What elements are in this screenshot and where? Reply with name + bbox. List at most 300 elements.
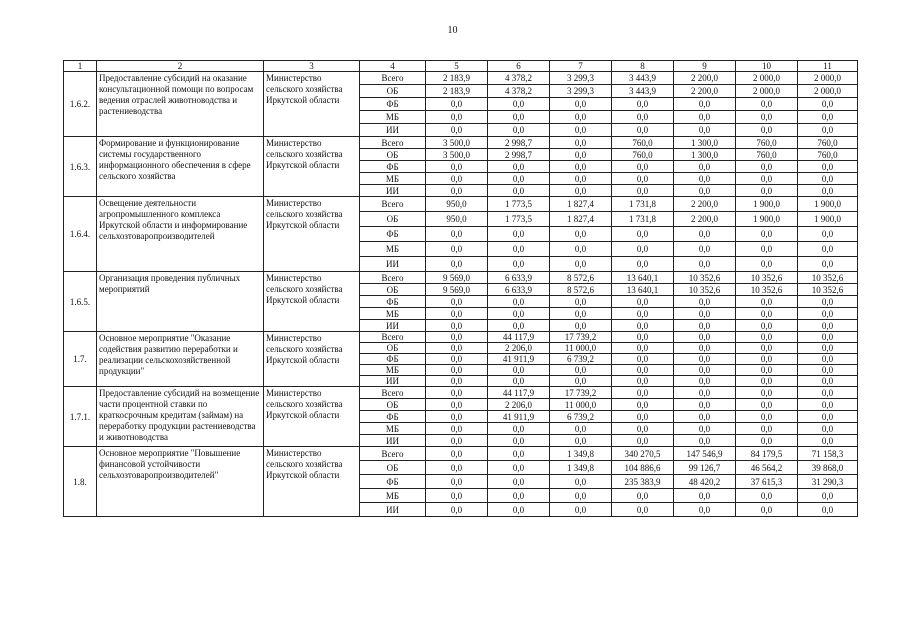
header-cell: 9 <box>674 61 736 72</box>
amount-cell: 760,0 <box>612 149 674 161</box>
amount-cell: 147 546,9 <box>674 447 736 461</box>
amount-cell: 2 183,9 <box>426 85 488 98</box>
amount-cell: 0,0 <box>736 423 798 435</box>
amount-cell: 41 911,9 <box>488 411 550 423</box>
amount-cell: 0,0 <box>612 227 674 242</box>
amount-cell: 84 179,5 <box>736 447 798 461</box>
amount-cell: 1 773,5 <box>488 197 550 212</box>
amount-cell: 0,0 <box>798 489 858 503</box>
amount-cell: 0,0 <box>674 227 736 242</box>
amount-cell: 0,0 <box>550 376 612 387</box>
measure-number: 1.7.1. <box>64 387 97 447</box>
amount-cell: 0,0 <box>612 387 674 399</box>
amount-cell: 0,0 <box>736 227 798 242</box>
amount-cell: 0,0 <box>736 503 798 517</box>
funding-source: ОБ <box>360 461 426 475</box>
amount-cell: 0,0 <box>612 257 674 272</box>
amount-cell: 4 378,2 <box>488 72 550 85</box>
funding-source: Всего <box>360 387 426 399</box>
amount-cell: 0,0 <box>736 343 798 354</box>
amount-cell: 760,0 <box>798 149 858 161</box>
amount-cell: 0,0 <box>612 161 674 173</box>
funding-source: ИИ <box>360 376 426 387</box>
amount-cell: 0,0 <box>798 296 858 308</box>
executor: Министерство сельского хозяйства Иркутской области <box>264 272 360 332</box>
amount-cell: 1 827,4 <box>550 212 612 227</box>
amount-cell: 1 349,8 <box>550 447 612 461</box>
executor: Министерство сельского хозяйства Иркутской области <box>264 72 360 137</box>
amount-cell: 0,0 <box>488 257 550 272</box>
amount-cell: 0,0 <box>612 320 674 332</box>
funding-source: ОБ <box>360 284 426 296</box>
amount-cell: 0,0 <box>426 320 488 332</box>
amount-cell: 1 900,0 <box>736 212 798 227</box>
amount-cell: 0,0 <box>612 98 674 111</box>
amount-cell: 0,0 <box>674 161 736 173</box>
amount-cell: 0,0 <box>550 475 612 489</box>
amount-cell: 950,0 <box>426 212 488 227</box>
amount-cell: 2 183,9 <box>426 72 488 85</box>
amount-cell: 0,0 <box>798 376 858 387</box>
header-cell: 1 <box>64 61 97 72</box>
funding-source: ОБ <box>360 149 426 161</box>
amount-cell: 0,0 <box>426 503 488 517</box>
funding-source: ФБ <box>360 98 426 111</box>
amount-cell: 0,0 <box>674 296 736 308</box>
amount-cell: 0,0 <box>798 161 858 173</box>
measure-name: Освещение деятельности агропромышленного комплекса Иркутской области и информирование сельхозтоваропроизводителей <box>97 197 264 272</box>
funding-source: ФБ <box>360 296 426 308</box>
amount-cell: 1 731,8 <box>612 212 674 227</box>
amount-cell: 0,0 <box>736 435 798 447</box>
amount-cell: 0,0 <box>736 320 798 332</box>
amount-cell: 44 117,9 <box>488 332 550 343</box>
amount-cell: 3 299,3 <box>550 72 612 85</box>
amount-cell: 2 206,0 <box>488 343 550 354</box>
funding-source: МБ <box>360 423 426 435</box>
table-row <box>64 137 858 149</box>
amount-cell: 0,0 <box>612 365 674 376</box>
amount-cell: 3 500,0 <box>426 137 488 149</box>
amount-cell: 0,0 <box>674 111 736 124</box>
amount-cell: 0,0 <box>612 111 674 124</box>
header-cell: 2 <box>97 61 264 72</box>
amount-cell: 0,0 <box>426 242 488 257</box>
amount-cell: 0,0 <box>488 111 550 124</box>
amount-cell: 2 200,0 <box>674 197 736 212</box>
table-row <box>64 272 858 284</box>
table-row <box>64 447 858 461</box>
amount-cell: 0,0 <box>426 308 488 320</box>
amount-cell: 0,0 <box>612 435 674 447</box>
amount-cell: 0,0 <box>550 365 612 376</box>
amount-cell: 0,0 <box>550 98 612 111</box>
amount-cell: 0,0 <box>798 411 858 423</box>
amount-cell: 0,0 <box>674 376 736 387</box>
amount-cell: 2 206,0 <box>488 399 550 411</box>
amount-cell: 0,0 <box>488 296 550 308</box>
header-cell: 5 <box>426 61 488 72</box>
amount-cell: 37 615,3 <box>736 475 798 489</box>
amount-cell: 0,0 <box>736 242 798 257</box>
funding-source: ИИ <box>360 503 426 517</box>
amount-cell: 0,0 <box>736 489 798 503</box>
funding-source: ОБ <box>360 399 426 411</box>
amount-cell: 0,0 <box>612 376 674 387</box>
header-cell: 6 <box>488 61 550 72</box>
amount-cell: 0,0 <box>550 435 612 447</box>
amount-cell: 39 868,0 <box>798 461 858 475</box>
amount-cell: 0,0 <box>736 376 798 387</box>
amount-cell: 3 299,3 <box>550 85 612 98</box>
funding-source: Всего <box>360 137 426 149</box>
amount-cell: 0,0 <box>798 387 858 399</box>
amount-cell: 0,0 <box>488 475 550 489</box>
amount-cell: 0,0 <box>674 242 736 257</box>
amount-cell: 0,0 <box>798 399 858 411</box>
amount-cell: 9 569,0 <box>426 284 488 296</box>
amount-cell: 760,0 <box>798 137 858 149</box>
amount-cell: 0,0 <box>798 320 858 332</box>
amount-cell: 0,0 <box>736 257 798 272</box>
amount-cell: 0,0 <box>488 503 550 517</box>
amount-cell: 10 352,6 <box>674 272 736 284</box>
funding-source: Всего <box>360 72 426 85</box>
amount-cell: 0,0 <box>488 423 550 435</box>
executor: Министерство сельского хозяйства Иркутской области <box>264 197 360 272</box>
amount-cell: 17 739,2 <box>550 332 612 343</box>
amount-cell: 0,0 <box>736 387 798 399</box>
amount-cell: 760,0 <box>736 137 798 149</box>
amount-cell: 1 900,0 <box>798 212 858 227</box>
amount-cell: 1 731,8 <box>612 197 674 212</box>
amount-cell: 0,0 <box>488 447 550 461</box>
table-row <box>64 197 858 212</box>
amount-cell: 0,0 <box>426 475 488 489</box>
funding-source: ОБ <box>360 343 426 354</box>
amount-cell: 0,0 <box>736 354 798 365</box>
amount-cell: 0,0 <box>426 173 488 185</box>
amount-cell: 0,0 <box>612 185 674 197</box>
amount-cell: 6 739,2 <box>550 411 612 423</box>
amount-cell: 0,0 <box>426 98 488 111</box>
amount-cell: 0,0 <box>488 227 550 242</box>
amount-cell: 1 300,0 <box>674 137 736 149</box>
amount-cell: 0,0 <box>426 423 488 435</box>
amount-cell: 0,0 <box>550 111 612 124</box>
amount-cell: 0,0 <box>488 173 550 185</box>
executor: Министерство сельского хозяйства Иркутской области <box>264 137 360 197</box>
amount-cell: 0,0 <box>612 296 674 308</box>
amount-cell: 0,0 <box>736 161 798 173</box>
amount-cell: 0,0 <box>612 399 674 411</box>
amount-cell: 0,0 <box>612 173 674 185</box>
amount-cell: 0,0 <box>674 387 736 399</box>
amount-cell: 2 200,0 <box>674 72 736 85</box>
funding-source: ИИ <box>360 257 426 272</box>
amount-cell: 17 739,2 <box>550 387 612 399</box>
amount-cell: 0,0 <box>798 435 858 447</box>
amount-cell: 0,0 <box>612 411 674 423</box>
measure-number: 1.6.5. <box>64 272 97 332</box>
amount-cell: 0,0 <box>550 242 612 257</box>
amount-cell: 2 000,0 <box>798 85 858 98</box>
measure-number: 1.6.3. <box>64 137 97 197</box>
header-cell: 4 <box>360 61 426 72</box>
amount-cell: 0,0 <box>736 308 798 320</box>
amount-cell: 0,0 <box>550 161 612 173</box>
amount-cell: 0,0 <box>736 111 798 124</box>
amount-cell: 0,0 <box>736 124 798 137</box>
amount-cell: 0,0 <box>426 257 488 272</box>
amount-cell: 31 290,3 <box>798 475 858 489</box>
amount-cell: 8 572,6 <box>550 284 612 296</box>
amount-cell: 0,0 <box>550 320 612 332</box>
amount-cell: 0,0 <box>426 435 488 447</box>
amount-cell: 13 640,1 <box>612 284 674 296</box>
measure-number: 1.8. <box>64 447 97 517</box>
amount-cell: 950,0 <box>426 197 488 212</box>
measure-name: Организация проведения публичных мероприятий <box>97 272 264 332</box>
page-number: 10 <box>447 25 458 36</box>
amount-cell: 0,0 <box>674 308 736 320</box>
amount-cell: 1 900,0 <box>798 197 858 212</box>
amount-cell: 44 117,9 <box>488 387 550 399</box>
amount-cell: 0,0 <box>426 124 488 137</box>
amount-cell: 0,0 <box>674 343 736 354</box>
amount-cell: 1 349,8 <box>550 461 612 475</box>
measure-number: 1.7. <box>64 332 97 387</box>
amount-cell: 760,0 <box>736 149 798 161</box>
amount-cell: 0,0 <box>736 98 798 111</box>
amount-cell: 0,0 <box>674 332 736 343</box>
amount-cell: 3 443,9 <box>612 72 674 85</box>
amount-cell: 0,0 <box>426 227 488 242</box>
amount-cell: 0,0 <box>488 376 550 387</box>
amount-cell: 0,0 <box>426 343 488 354</box>
amount-cell: 4 378,2 <box>488 85 550 98</box>
funding-source: МБ <box>360 365 426 376</box>
amount-cell: 0,0 <box>674 489 736 503</box>
measure-name: Основное мероприятие "Оказание содействия развитию переработки и реализации сельскохозяйственной продукции" <box>97 332 264 387</box>
amount-cell: 0,0 <box>426 489 488 503</box>
amount-cell: 0,0 <box>798 227 858 242</box>
amount-cell: 0,0 <box>550 137 612 149</box>
amount-cell: 2 000,0 <box>798 72 858 85</box>
amount-cell: 0,0 <box>798 98 858 111</box>
funding-source: Всего <box>360 332 426 343</box>
amount-cell: 6 739,2 <box>550 354 612 365</box>
funding-source: Всего <box>360 197 426 212</box>
amount-cell: 340 270,5 <box>612 447 674 461</box>
amount-cell: 48 420,2 <box>674 475 736 489</box>
executor: Министерство сельского хозяйства Иркутской области <box>264 447 360 517</box>
amount-cell: 0,0 <box>426 411 488 423</box>
amount-cell: 8 572,6 <box>550 272 612 284</box>
amount-cell: 0,0 <box>426 332 488 343</box>
amount-cell: 0,0 <box>736 399 798 411</box>
funding-source: ОБ <box>360 85 426 98</box>
amount-cell: 0,0 <box>550 308 612 320</box>
amount-cell: 0,0 <box>674 354 736 365</box>
amount-cell: 0,0 <box>674 411 736 423</box>
amount-cell: 10 352,6 <box>798 272 858 284</box>
amount-cell: 0,0 <box>488 461 550 475</box>
amount-cell: 0,0 <box>674 124 736 137</box>
amount-cell: 6 633,9 <box>488 272 550 284</box>
amount-cell: 1 300,0 <box>674 149 736 161</box>
amount-cell: 9 569,0 <box>426 272 488 284</box>
amount-cell: 0,0 <box>488 365 550 376</box>
amount-cell: 0,0 <box>798 423 858 435</box>
measure-number: 1.6.2. <box>64 72 97 137</box>
amount-cell: 0,0 <box>674 423 736 435</box>
funding-source: ФБ <box>360 411 426 423</box>
amount-cell: 0,0 <box>612 423 674 435</box>
funding-source: ИИ <box>360 320 426 332</box>
header-row <box>64 61 858 72</box>
amount-cell: 0,0 <box>798 343 858 354</box>
measure-name: Предоставление субсидий на оказание консультационной помощи по вопросам ведения отраслей животноводства и растениеводства <box>97 72 264 137</box>
amount-cell: 0,0 <box>736 411 798 423</box>
amount-cell: 0,0 <box>550 149 612 161</box>
amount-cell: 0,0 <box>736 296 798 308</box>
amount-cell: 0,0 <box>426 399 488 411</box>
amount-cell: 104 886,6 <box>612 461 674 475</box>
amount-cell: 0,0 <box>488 98 550 111</box>
amount-cell: 1 827,4 <box>550 197 612 212</box>
funding-source: Всего <box>360 447 426 461</box>
funding-source: ФБ <box>360 161 426 173</box>
amount-cell: 71 158,3 <box>798 447 858 461</box>
amount-cell: 0,0 <box>550 503 612 517</box>
amount-cell: 0,0 <box>674 399 736 411</box>
amount-cell: 0,0 <box>798 354 858 365</box>
amount-cell: 2 000,0 <box>736 72 798 85</box>
amount-cell: 0,0 <box>674 503 736 517</box>
amount-cell: 0,0 <box>798 173 858 185</box>
amount-cell: 0,0 <box>798 111 858 124</box>
amount-cell: 0,0 <box>674 98 736 111</box>
funding-source: ФБ <box>360 354 426 365</box>
amount-cell: 0,0 <box>612 503 674 517</box>
executor: Министерство сельского хозяйства Иркутской области <box>264 387 360 447</box>
funding-source: ИИ <box>360 185 426 197</box>
table-row <box>64 387 858 399</box>
funding-source: Всего <box>360 272 426 284</box>
amount-cell: 0,0 <box>550 185 612 197</box>
amount-cell: 10 352,6 <box>798 284 858 296</box>
amount-cell: 2 000,0 <box>736 85 798 98</box>
amount-cell: 235 383,9 <box>612 475 674 489</box>
table-row <box>64 332 858 343</box>
amount-cell: 0,0 <box>798 332 858 343</box>
measure-name: Основное мероприятие "Повышение финансовой устойчивости сельхозтоваропроизводителей" <box>97 447 264 517</box>
amount-cell: 0,0 <box>612 332 674 343</box>
measure-name: Формирование и функционирование системы государственного информационного обеспечения в сфере сельского хозяйства <box>97 137 264 197</box>
amount-cell: 0,0 <box>798 365 858 376</box>
amount-cell: 0,0 <box>736 173 798 185</box>
amount-cell: 0,0 <box>426 447 488 461</box>
amount-cell: 0,0 <box>426 296 488 308</box>
header-cell: 10 <box>736 61 798 72</box>
funding-source: МБ <box>360 308 426 320</box>
amount-cell: 0,0 <box>550 296 612 308</box>
funding-source: ИИ <box>360 435 426 447</box>
budget-table <box>63 60 858 517</box>
amount-cell: 0,0 <box>488 124 550 137</box>
amount-cell: 0,0 <box>426 376 488 387</box>
amount-cell: 0,0 <box>736 185 798 197</box>
funding-source: ИИ <box>360 124 426 137</box>
amount-cell: 0,0 <box>550 489 612 503</box>
amount-cell: 10 352,6 <box>736 272 798 284</box>
amount-cell: 6 633,9 <box>488 284 550 296</box>
amount-cell: 46 564,2 <box>736 461 798 475</box>
amount-cell: 0,0 <box>550 423 612 435</box>
header-cell: 8 <box>612 61 674 72</box>
amount-cell: 0,0 <box>426 354 488 365</box>
amount-cell: 0,0 <box>426 387 488 399</box>
funding-source: МБ <box>360 173 426 185</box>
amount-cell: 1 900,0 <box>736 197 798 212</box>
amount-cell: 0,0 <box>612 343 674 354</box>
amount-cell: 0,0 <box>736 332 798 343</box>
amount-cell: 0,0 <box>674 435 736 447</box>
amount-cell: 2 998,7 <box>488 149 550 161</box>
amount-cell: 0,0 <box>426 185 488 197</box>
amount-cell: 0,0 <box>612 124 674 137</box>
amount-cell: 0,0 <box>488 185 550 197</box>
amount-cell: 99 126,7 <box>674 461 736 475</box>
amount-cell: 0,0 <box>550 173 612 185</box>
amount-cell: 0,0 <box>488 242 550 257</box>
funding-source: ОБ <box>360 212 426 227</box>
amount-cell: 0,0 <box>550 257 612 272</box>
amount-cell: 0,0 <box>612 308 674 320</box>
amount-cell: 760,0 <box>612 137 674 149</box>
amount-cell: 0,0 <box>674 257 736 272</box>
amount-cell: 41 911,9 <box>488 354 550 365</box>
executor: Министерство сельского хозяйства Иркутской области <box>264 332 360 387</box>
amount-cell: 3 500,0 <box>426 149 488 161</box>
header-cell: 7 <box>550 61 612 72</box>
amount-cell: 2 200,0 <box>674 85 736 98</box>
amount-cell: 0,0 <box>488 320 550 332</box>
amount-cell: 0,0 <box>674 320 736 332</box>
amount-cell: 0,0 <box>798 308 858 320</box>
funding-source: МБ <box>360 489 426 503</box>
header-cell: 11 <box>798 61 858 72</box>
amount-cell: 0,0 <box>550 227 612 242</box>
amount-cell: 0,0 <box>426 461 488 475</box>
amount-cell: 0,0 <box>488 435 550 447</box>
amount-cell: 0,0 <box>550 124 612 137</box>
amount-cell: 13 640,1 <box>612 272 674 284</box>
amount-cell: 0,0 <box>426 161 488 173</box>
amount-cell: 0,0 <box>674 365 736 376</box>
amount-cell: 0,0 <box>798 124 858 137</box>
amount-cell: 0,0 <box>674 185 736 197</box>
amount-cell: 0,0 <box>798 242 858 257</box>
amount-cell: 0,0 <box>488 489 550 503</box>
amount-cell: 0,0 <box>426 111 488 124</box>
funding-source: МБ <box>360 111 426 124</box>
measure-number: 1.6.4. <box>64 197 97 272</box>
amount-cell: 0,0 <box>798 257 858 272</box>
amount-cell: 0,0 <box>612 354 674 365</box>
amount-cell: 0,0 <box>674 173 736 185</box>
